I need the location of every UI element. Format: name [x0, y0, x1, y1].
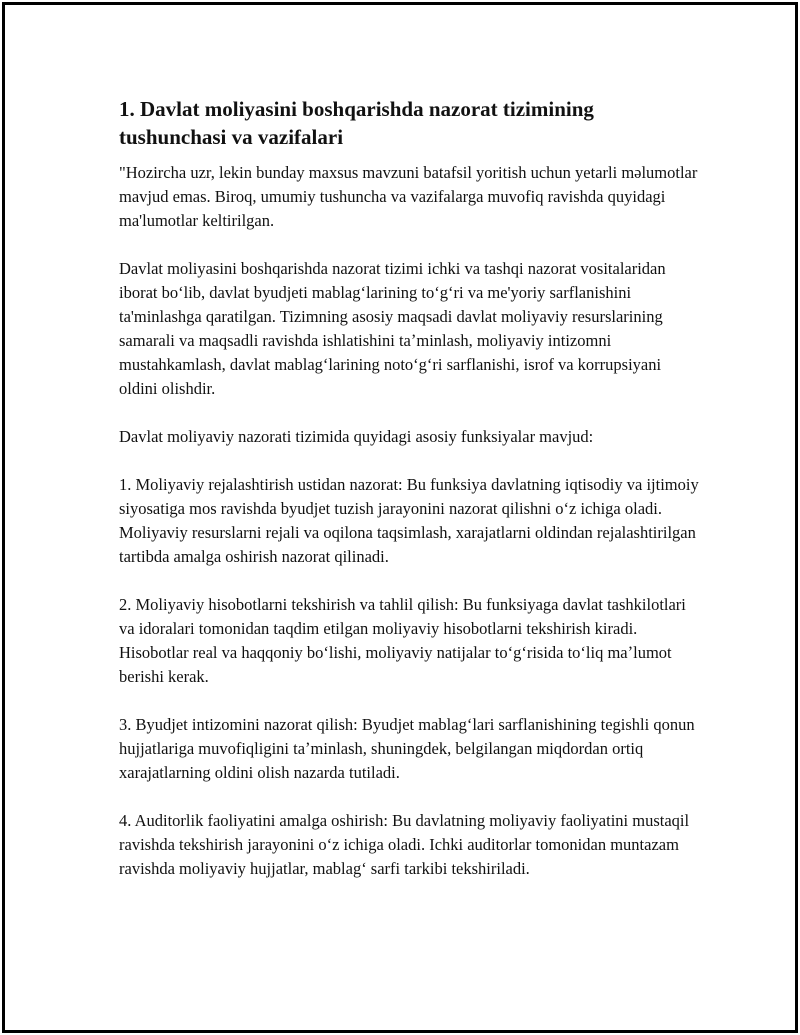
functions-intro-paragraph: Davlat moliyaviy nazorati tizimida quyidagi asosiy funksiyalar mavjud:: [119, 427, 594, 446]
function-item-2: 2. Moliyaviy hisobotlarni tekshirish va tahlil qilish: Bu funksiyaga davlat tashkilotlari va idoralari tomonidan taqdim etilgan moliyaviy hisobotlarni tekshirish kiradi. Hisobotlar real va haqqoniy boʻlishi, moliyaviy natijalar toʻgʻrisida toʻliq maʼlumot berishi kerak.: [119, 595, 686, 686]
control-system-paragraph: Davlat moliyasini boshqarishda nazorat tizimi ichki va tashqi nazorat vositalaridan iborat boʻlib, davlat byudjeti mablagʻlarining toʻgʻri va me'yoriy sarflanishini ta'minlashga qaratilgan. Tizimning asosiy maqsadi davlat moliyaviy resurslarining samarali va maqsadli ravishda ishlatishini taʼminlash, moliyaviy intizomni mustahkamlash, davlat mablagʻlarining notoʻgʻri sarflanishi, isrof va korrupsiyani oldini olishdir.: [119, 259, 666, 398]
function-item-4: 4. Auditorlik faoliyatini amalga oshirish: Bu davlatning moliyaviy faoliyatini mustaqil ravishda tekshirish jarayonini oʻz ichiga oladi. Ichki auditorlar tomonidan muntazam ravishda moliyaviy hujjatlar, mablagʻ sarfi tarkibi tekshiriladi.: [119, 811, 690, 878]
function-item-3: 3. Byudjet intizomini nazorat qilish: Byudjet mablagʻlari sarflanishining tegishli qonun hujjatlariga muvofiqligini taʼminlash, shuningdek, belgilangan miqdordan ortiq xarajatlarning oldini olish nazarda tutiladi.: [119, 715, 695, 782]
document-page: [2, 2, 798, 1033]
document-title: 1. Davlat moliyasini boshqarishda nazorat tizimining tushunchasi va vazifalari: [119, 97, 594, 149]
function-item-1: 1. Moliyaviy rejalashtirish ustidan nazorat: Bu funksiya davlatning iqtisodiy va ijtimoiy siyosatiga mos ravishda byudjet tuzish jarayonini nazorat qilishni oʻz ichiga oladi. Moliyaviy resurslarni rejali va oqilona taqsimlash, xarajatlarni oldindan rejalashtirilgan tartibda amalga oshirish nazorat qilinadi.: [119, 475, 699, 566]
document-body: [119, 95, 699, 905]
intro-paragraph: "Hozircha uzr, lekin bunday maxsus mavzuni batafsil yoritish uchun yetarli məlumotlar mavjud emas. Biroq, umumiy tushuncha va vazifalarga muvofiq ravishda quyidagi ma'lumotlar keltirilgan.: [119, 163, 698, 230]
